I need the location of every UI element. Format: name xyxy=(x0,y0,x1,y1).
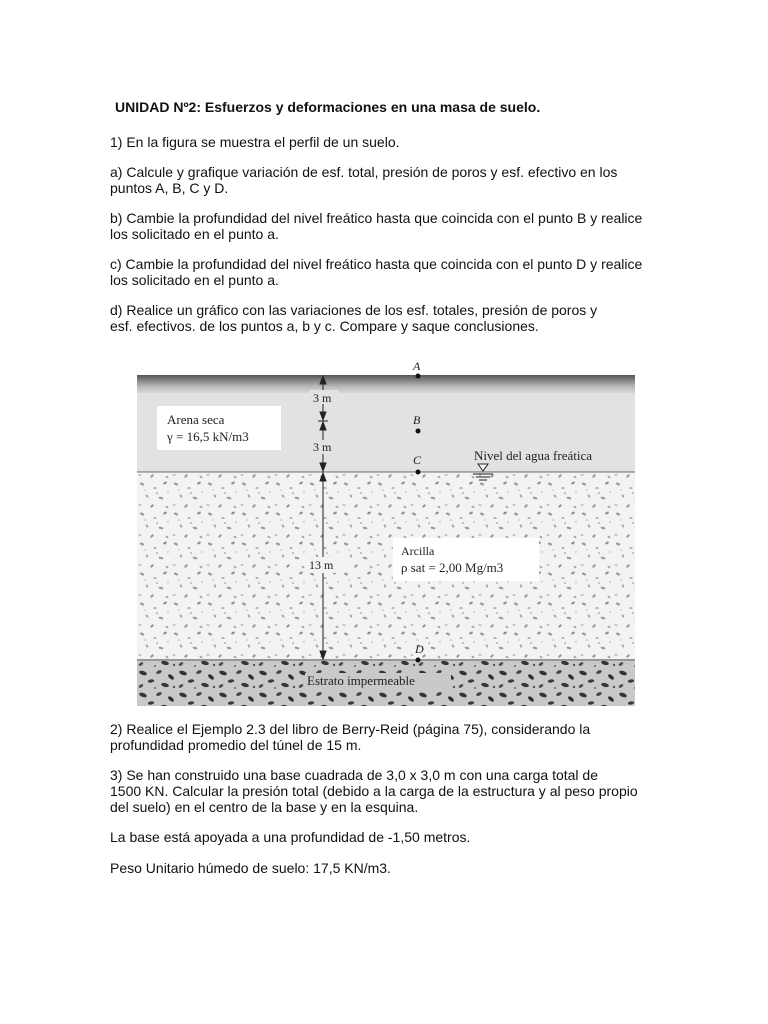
problem-1a-line1: a) Calcule y grafique variación de esf. total, presión de poros y esf. efectivo en los xyxy=(110,164,618,180)
sand-unit-weight: γ = 16,5 kN/m3 xyxy=(167,429,249,444)
point-c-marker xyxy=(416,470,421,475)
problem-1c-line2: los solicitado en el punto a. xyxy=(110,272,279,288)
problem-1d-line1: d) Realice un gráfico con las variaciones de los esf. totales, presión de poros y xyxy=(110,302,598,318)
problem-1c xyxy=(110,256,670,288)
point-b-label: B xyxy=(413,413,421,427)
water-table-label: Nivel del agua freática xyxy=(474,448,593,463)
clay-density: ρ sat = 2,00 Mg/m3 xyxy=(401,560,504,575)
problem-1a-line2: puntos A, B, C y D. xyxy=(110,180,229,196)
problem-3-base-depth: La base está apoyada a una profundidad de -1,50 metros. xyxy=(110,829,471,845)
problem-1a xyxy=(110,164,670,196)
dimension-top-label: 3 m xyxy=(313,391,332,405)
problem-3 xyxy=(110,767,670,815)
ground-surface xyxy=(137,375,635,395)
problem-3-line3: del suelo) en el centro de la base y en la esquina. xyxy=(110,799,419,815)
problem-3-line2: 1500 KN. Calcular la presión total (debido a la carga de la estructura y al peso propio xyxy=(110,783,638,799)
problem-1-intro: 1) En la figura se muestra el perfil de un suelo. xyxy=(110,134,400,150)
clay-name: Arcilla xyxy=(401,544,435,558)
problem-2 xyxy=(110,721,670,753)
point-d-label: D xyxy=(415,642,424,656)
impermeable-layer-label: Estrato impermeable xyxy=(307,673,415,688)
dimension-mid-label: 3 m xyxy=(313,440,332,454)
clay-layer xyxy=(137,473,635,660)
problem-1b xyxy=(110,210,670,242)
point-d-marker xyxy=(416,658,421,663)
problem-2-line2: profundidad promedio del túnel de 15 m. xyxy=(110,737,362,753)
sand-name: Arena seca xyxy=(167,412,225,427)
problem-1c-line1: c) Cambie la profundidad del nivel freático hasta que coincida con el punto D y realice xyxy=(110,256,643,272)
problem-1d xyxy=(110,302,670,334)
point-a-label: A xyxy=(413,360,421,373)
unit-title: UNIDAD Nº2: Esfuerzos y deformaciones en una masa de suelo. xyxy=(115,99,541,115)
problem-3-line1: 3) Se han construido una base cuadrada de 3,0 x 3,0 m con una carga total de xyxy=(110,767,598,783)
problem-1b-line2: los solicitado en el punto a. xyxy=(110,226,279,242)
point-a-marker xyxy=(416,374,421,379)
point-b-marker xyxy=(416,429,421,434)
point-c-label: C xyxy=(413,453,422,467)
problem-2-line1: 2) Realice el Ejemplo 2.3 del libro de Berry-Reid (página 75), considerando la xyxy=(110,721,591,737)
problem-1d-line2: esf. efectivos. de los puntos a, b y c. Compare y saque conclusiones. xyxy=(110,318,539,334)
soil-profile-figure xyxy=(137,360,635,706)
soil-profile-diagram xyxy=(137,360,635,706)
problem-3-unit-weight: Peso Unitario húmedo de suelo: 17,5 KN/m3. xyxy=(110,860,391,876)
dimension-clay-label: 13 m xyxy=(309,558,334,572)
problem-1b-line1: b) Cambie la profundidad del nivel freático hasta que coincida con el punto B y realice xyxy=(110,210,643,226)
